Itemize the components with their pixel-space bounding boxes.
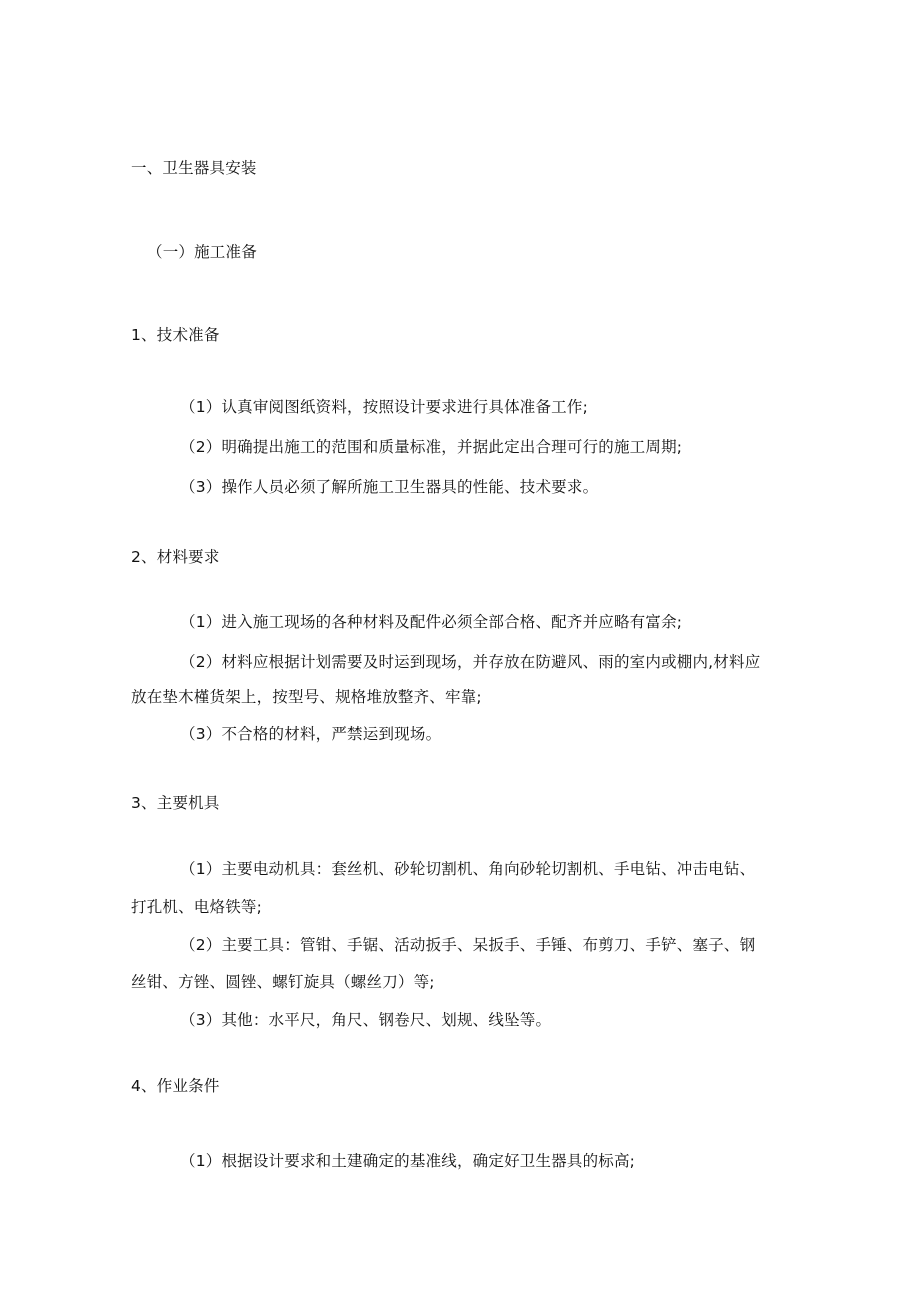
section-4-item-1: （1）根据设计要求和土建确定的基准线，确定好卫生器具的标高; (180, 1152, 636, 1170)
section-3-item-2: （2）主要工具：管钳、手锯、活动扳手、呆扳手、手锤、布剪刀、手铲、塞子、钢 (180, 936, 756, 954)
section-2-item-1: （1）进入施工现场的各种材料及配件必须全部合格、配齐并应略有富余; (180, 613, 683, 631)
section-heading-3: 3、主要机具 (131, 794, 220, 812)
section-heading-4: 4、作业条件 (131, 1077, 220, 1095)
section-2-item-3: （3）不合格的材料，严禁运到现场。 (180, 725, 442, 743)
section-2-item-2-cont: 放在垫木槿货架上，按型号、规格堆放整齐、牢靠; (131, 688, 482, 706)
section-3-item-1-cont: 打孔机、电烙铁等; (131, 898, 263, 916)
section-1-item-2: （2）明确提出施工的范围和质量标准，并据此定出合理可行的施工周期; (180, 438, 683, 456)
section-heading-2: 2、材料要求 (131, 548, 220, 566)
section-3-item-1: （1）主要电动机具：套丝机、砂轮切割机、角向砂轮切割机、手电钻、冲击电钻、 (180, 860, 756, 878)
document-title: 一、卫生器具安装 (131, 159, 257, 177)
section-3-item-2-cont: 丝钳、方锉、圆锉、螺钉旋具（螺丝刀）等; (131, 973, 435, 991)
section-1-item-3: （3）操作人员必须了解所施工卫生器具的性能、技术要求。 (180, 478, 599, 496)
document-subtitle: （一）施工准备 (147, 243, 257, 261)
section-heading-1: 1、技术准备 (131, 326, 220, 344)
section-2-item-2: （2）材料应根据计划需要及时运到现场，并存放在防避风、雨的室内或棚内,材料应 (180, 653, 761, 671)
section-3-item-3: （3）其他：水平尺，角尺、钢卷尺、划规、线坠等。 (180, 1011, 552, 1029)
section-1-item-1: （1）认真审阅图纸资料，按照设计要求进行具体准备工作; (180, 398, 588, 416)
